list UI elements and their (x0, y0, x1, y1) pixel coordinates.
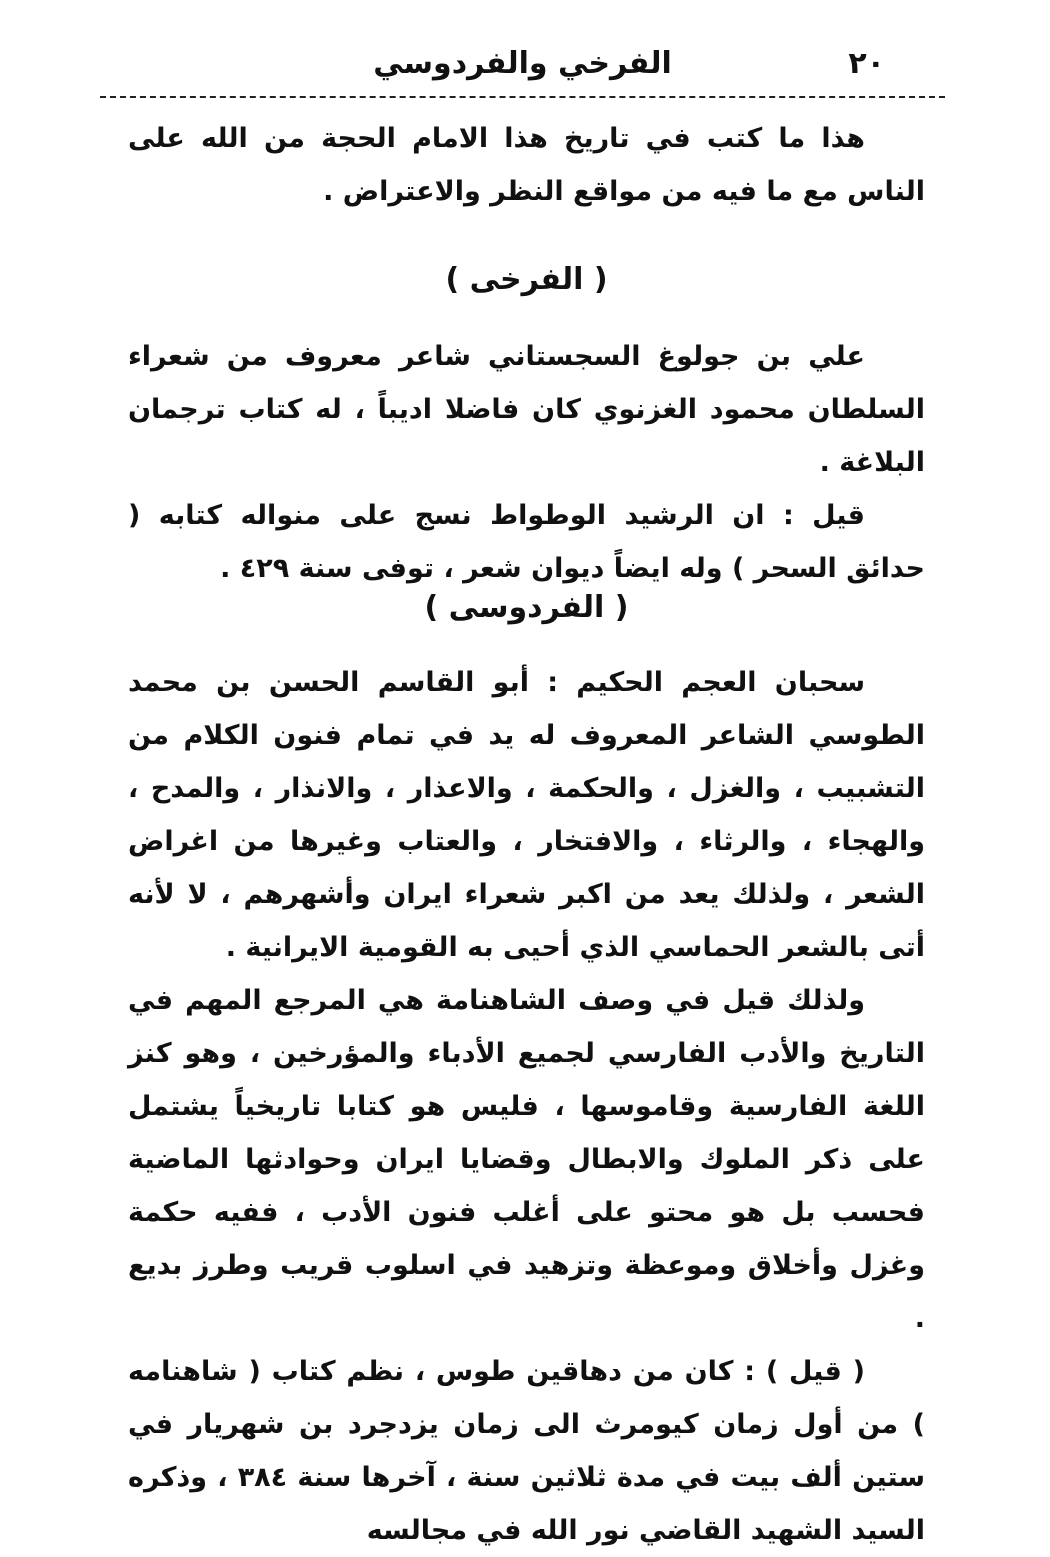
intro-block (128, 112, 925, 218)
firdausi-paragraph: ولذلك قيل في وصف الشاهنامة هي المرجع المهم في التاريخ والأدب الفارسي لجميع الأدباء والمؤرخين ، وهو كنز اللغة الفارسية وقاموسها ، فليس هو كتابا تاريخياً يشتمل على ذكر الملوك والابطال وقضايا ايران وحوادثها الماضية فحسب بل هو محتو على أغلب فنون الأدب ، ففيه حكمة وغزل وأخلاق وموعظة وتزهيد في اسلوب قريب وطرز بديع . (128, 985, 925, 1334)
farrukhi-paragraph: علي بن جولوغ السجستاني شاعر معروف من شعراء السلطان محمود الغزنوي كان فاضلا اديباً ، له كتاب ترجمان البلاغة . (128, 341, 925, 478)
firdausi-block (128, 656, 925, 1557)
page-number: ٢٠ (848, 46, 885, 81)
running-title: الفرخي والفردوسي (373, 46, 672, 81)
header-divider (100, 96, 945, 98)
section-heading-firdausi: ( الفردوسی ) (424, 590, 629, 625)
firdausi-paragraph: ( قيل ) : كان من دهاقين طوس ، نظم كتاب ( شاهنامه ) من أول زمان كيومرث الى زمان يزدجرد بن شهريار في ستين ألف بيت في مدة ثلاثين سنة ، آخرها سنة ٣٨٤ ، وذكره السيد الشهيد القاضي نور الله في مجالسه (128, 1356, 925, 1546)
farrukhi-paragraph: قيل : ان الرشيد الوطواط نسج على منواله كتابه ( حدائق السحر ) وله ايضاً ديوان شعر ، توفى سنة ٤٢٩ . (128, 500, 925, 584)
page-header (100, 40, 945, 96)
intro-paragraph: هذا ما كتب في تاريخ هذا الامام الحجة من الله على الناس مع ما فيه من مواقع النظر والاعتراض . (128, 123, 925, 207)
farrukhi-block (128, 330, 925, 595)
firdausi-paragraph: سحبان العجم الحكيم : أبو القاسم الحسن بن محمد الطوسي الشاعر المعروف له يد في تمام فنون الكلام من التشبيب ، والغزل ، والحكمة ، والاعذار ، والانذار ، والمدح ، والهجاء ، والرثاء ، والافتخار ، والعتاب وغيرها من اغراض الشعر ، ولذلك يعد من اكبر شعراء ايران وأشهرهم ، لا لأنه أتى بالشعر الحماسي الذي أحيى به القومية الايرانية . (128, 667, 925, 963)
section-heading-farrukhi: ( الفرخی ) (445, 262, 608, 297)
